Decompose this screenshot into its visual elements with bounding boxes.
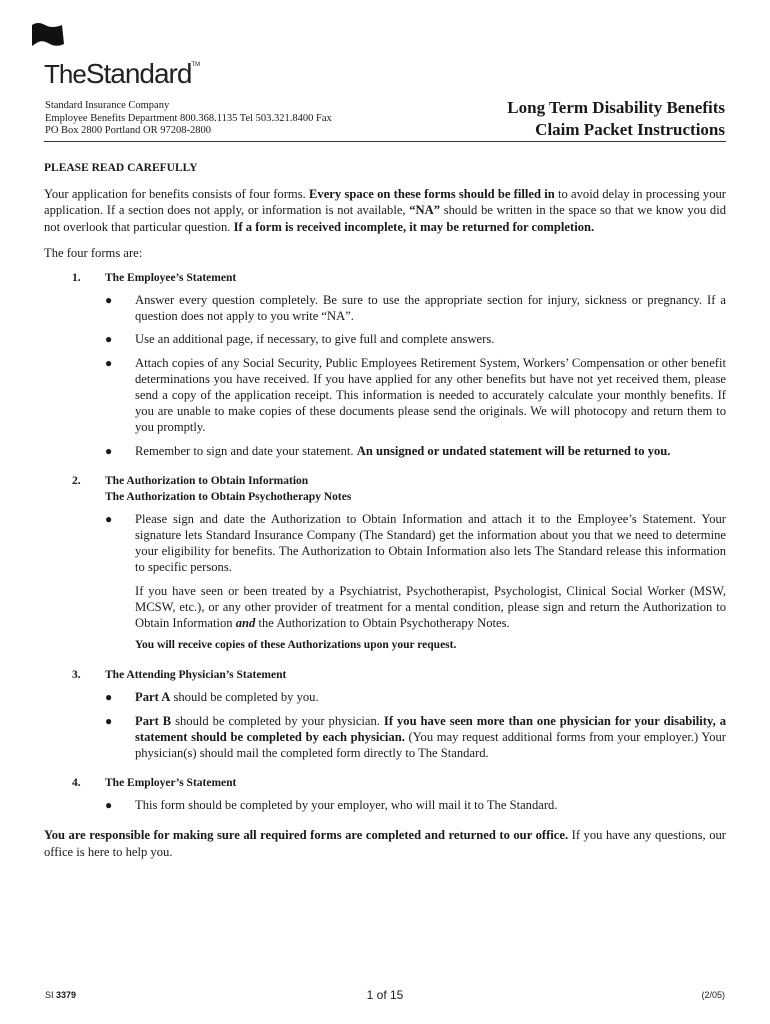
section-title: The Attending Physician’s Statement: [105, 669, 287, 682]
list-item: [105, 689, 726, 705]
document-title: [507, 97, 725, 141]
list-item: [105, 713, 726, 762]
list-item: [105, 292, 726, 324]
bullet-icon: ●: [105, 332, 113, 347]
sub-text: If you have seen or been treated by a Psychiatrist, Psychotherapist, Psychologist, Clinical Social Worker (MSW, MCSW, etc.), or any other provider of treatment for a mental condition, please sign and return the Authorization to Obtain Information: [135, 583, 726, 631]
bullet-icon: ●: [105, 293, 113, 308]
bullet-icon: ●: [105, 355, 113, 370]
list-item-bold: An unsigned or undated statement will be returned to you.: [356, 443, 671, 458]
title-line-1: Long Term Disability Benefits: [507, 98, 725, 117]
list-item: [105, 511, 726, 576]
list-item: [105, 355, 726, 436]
bullet-icon: ●: [105, 443, 113, 458]
section-number: 2.: [72, 474, 81, 487]
section-title-line: The Authorization to Obtain Information: [105, 474, 309, 487]
bullet-icon: ●: [105, 713, 113, 728]
instructions-body: [44, 160, 726, 860]
list-item: [105, 331, 726, 347]
sub-paragraph-bold: You will receive copies of these Authorizations upon your request.: [135, 639, 457, 652]
bullet-icon: ●: [105, 798, 113, 813]
section-number: 3.: [72, 669, 81, 682]
header-divider: [44, 141, 726, 142]
section-employee-statement: [44, 270, 726, 459]
list-item-text: (You may request additional forms from your employer.) Your physician(s) should mail the completed form directly to The Standard.: [135, 729, 726, 761]
list-item-bold: Part A: [135, 690, 171, 705]
list-item-text: Use an additional page, if necessary, to give full and complete answers.: [135, 332, 495, 347]
sub-text: the Authorization to Obtain Psychotherapy Notes.: [255, 616, 510, 631]
intro-bold: If a form is received incomplete, it may be returned for completion.: [233, 219, 595, 234]
intro-bold: “NA”: [409, 203, 441, 218]
intro-bold: Every space on these forms should be filled in: [309, 187, 555, 202]
closing-bold: You are responsible for making sure all required forms are completed and returned to our office.: [44, 828, 569, 843]
section-physician-statement: [44, 667, 726, 761]
intro-text: Your application for benefits consists of four forms.: [44, 187, 310, 202]
list-item: [105, 797, 726, 813]
bullet-icon: ●: [105, 690, 113, 705]
list-item-text: should be completed by you.: [170, 690, 319, 705]
list-item: [105, 443, 726, 459]
list-item-text: Remember to sign and date your statement.: [135, 443, 357, 458]
page-number: 1 of 15: [366, 988, 404, 1002]
intro-text: to avoid delay in processing your application. If a section does not apply, or information is not available,: [44, 187, 727, 218]
section-title: [105, 473, 726, 505]
sub-emphasis: and: [235, 616, 256, 631]
address-line: Employee Benefits Department 800.368.1135 Tel 503.321.8400 Fax: [45, 112, 332, 124]
list-item-bold: Part B: [135, 713, 172, 728]
logo-trademark: TM: [191, 62, 201, 68]
list-item-text: Attach copies of any Social Security, Public Employees Retirement System, Workers’ Compensation or other benefit determinations you have received. If you have applied for any other benefits but have not yet received them, please send a copy of the application receipt. This information is needed to accurately calculate your monthly benefits. If you are unable to make copies of these documents please send the originals. We will photocopy and return them to you promptly.: [135, 355, 726, 435]
intro-text: should be written in the space so that we know you did not overlook that particular question.: [44, 203, 727, 234]
section-number: 1.: [72, 272, 81, 285]
list-item-text: Answer every question completely. Be sure to use the appropriate section for injury, sickness or pregnancy. If a question does not apply to you write “NA”.: [135, 293, 726, 324]
form-prefix: SI: [45, 990, 57, 1000]
list-item-text: Please sign and date the Authorization to Obtain Information and attach it to the Employee’s Statement. Your signature lets Standard Insurance Company (The Standard) get the information about you that we need to determine your eligibility for benefits. The Authorization to Obtain Information also lets The Standard release this information to specific persons.: [135, 511, 726, 575]
intro-paragraph: [44, 186, 726, 235]
list-item-text: should be completed by your physician.: [171, 713, 384, 728]
section-employer-statement: [44, 775, 726, 813]
closing-paragraph: [44, 827, 726, 859]
sub-paragraph: [135, 583, 726, 632]
list-item-text: This form should be completed by your employer, who will mail it to The Standard.: [135, 798, 558, 813]
section-title: The Employer’s Statement: [105, 777, 237, 790]
company-address: [45, 100, 332, 138]
flag-logo-icon: [30, 22, 66, 50]
title-line-2: Claim Packet Instructions: [535, 120, 725, 139]
section-title: The Employee’s Statement: [105, 272, 237, 285]
logo-standard: Standard: [85, 58, 192, 89]
read-carefully-heading: PLEASE READ CAREFULLY: [44, 162, 198, 174]
address-line: PO Box 2800 Portland OR 97208-2800: [45, 125, 211, 136]
address-line: Standard Insurance Company: [45, 100, 170, 111]
forms-intro: The four forms are:: [44, 245, 143, 260]
logo-the: The: [44, 59, 86, 89]
revision-date: (2/05): [701, 990, 725, 1000]
bullet-icon: ●: [105, 511, 113, 526]
section-authorizations: [44, 473, 726, 654]
company-logo: [44, 58, 200, 90]
list-item-bold: If you have seen more than one physician for your disability, a statement should be completed by each physician.: [135, 713, 726, 744]
section-number: 4.: [72, 777, 81, 790]
form-code: 3379: [56, 990, 77, 1000]
closing-text: If you have any questions, our office is here to help you.: [44, 828, 727, 859]
section-title-line: The Authorization to Obtain Psychotherapy Notes: [105, 490, 352, 503]
